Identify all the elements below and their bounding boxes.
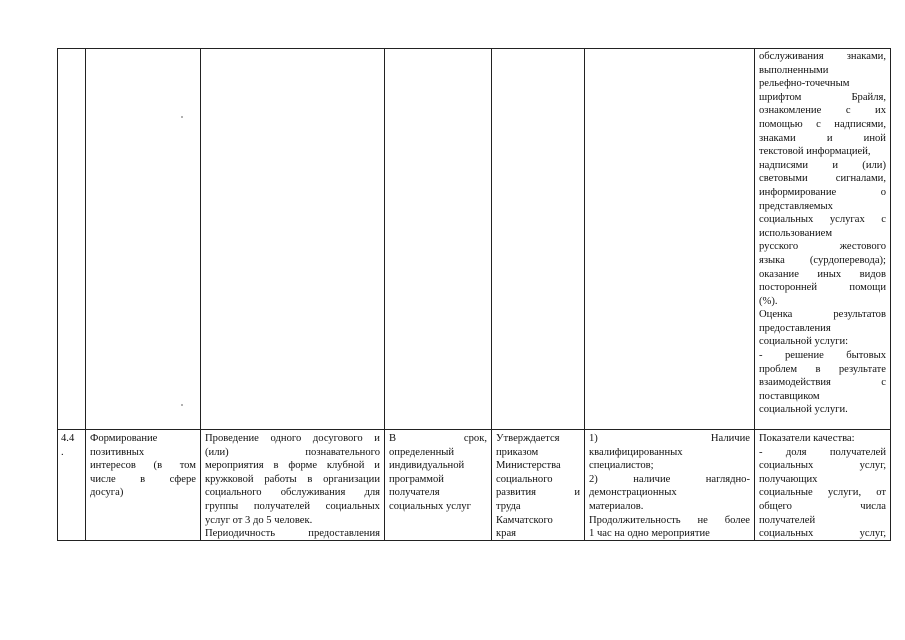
conditions-cell <box>589 432 750 541</box>
column-divider <box>584 48 585 541</box>
table-border-right <box>890 48 891 541</box>
text-line: социальных услуг, <box>759 528 886 540</box>
text-line: обслуживания знаками, <box>759 51 886 62</box>
text-line: текстовой информацией, <box>759 146 871 158</box>
text-line: социальной услуги: <box>759 336 849 348</box>
text-line: . <box>61 446 64 458</box>
text-line: шрифтом Брайля, <box>759 91 886 103</box>
text-line: социальных услугах с <box>759 214 886 226</box>
column-divider <box>754 48 755 541</box>
text-line: демонстрационных <box>589 487 677 499</box>
text-line: группы получателей социальных <box>205 500 380 512</box>
table-row-divider <box>57 429 891 430</box>
column-divider <box>491 48 492 541</box>
scan-speck <box>181 404 183 406</box>
text-line: Оценка результатов <box>759 309 886 321</box>
text-line: социального обслуживания для <box>205 487 380 499</box>
text-line: материалов. <box>589 500 644 512</box>
scan-speck <box>181 116 183 118</box>
text-line: получающих <box>759 473 818 485</box>
text-line: световыми сигналами, <box>759 173 886 185</box>
service-name-cell <box>90 432 196 500</box>
text-line: края <box>496 528 517 540</box>
text-line: социальной услуги. <box>759 404 848 416</box>
text-line: использованием <box>759 227 833 239</box>
text-line: общего числа <box>759 500 886 512</box>
text-line: развития и <box>496 487 580 499</box>
service-content-cell <box>205 432 380 541</box>
text-line: русского жестового <box>759 241 886 253</box>
text-line: 2) наличие наглядно- <box>589 473 750 485</box>
text-line: кружковой работы в организации <box>205 473 380 485</box>
text-line: Формирование <box>90 433 158 444</box>
text-line: (%). <box>759 295 778 307</box>
text-line: надписями и (или) <box>759 159 886 171</box>
column-divider <box>200 48 201 541</box>
column-divider <box>384 48 385 541</box>
text-line: выполненными <box>759 64 829 76</box>
text-line: Продолжительность не более <box>589 514 750 526</box>
row-number-cell <box>61 432 83 459</box>
quality-indicators-cell <box>759 432 886 541</box>
text-line: определенный <box>389 446 455 458</box>
text-line: (или) познавательного <box>205 446 380 458</box>
text-line: оказание иных видов <box>759 268 886 280</box>
text-line: поставщиком <box>759 390 820 402</box>
column-divider <box>85 48 86 541</box>
text-line: позитивных <box>90 446 145 458</box>
text-line: социальные услуги, от <box>759 487 886 499</box>
text-line: получателя <box>389 487 440 499</box>
text-line: социального <box>496 473 553 485</box>
text-line: Камчатского <box>496 514 553 526</box>
text-line: труда <box>496 500 521 512</box>
text-line: индивидуальной <box>389 460 465 472</box>
text-line: Министерства <box>496 460 561 472</box>
text-line: интересов (в том <box>90 460 196 472</box>
text-line: предоставления <box>759 322 831 334</box>
text-line: - решение бытовых <box>759 350 886 362</box>
top-row-quality-text <box>759 50 886 417</box>
table-border-left <box>57 48 58 541</box>
text-line: социальных услуг <box>389 500 471 512</box>
text-line: представляемых <box>759 200 833 212</box>
text-line: приказом <box>496 446 539 458</box>
text-line: посторонней помощи <box>759 282 886 294</box>
text-line: знаками и иной <box>759 132 886 144</box>
text-line: услуг от 3 до 5 человек. <box>205 514 313 526</box>
text-line: 1 час на одно мероприятие <box>589 528 710 540</box>
text-line: языка (сурдоперевода); <box>759 254 886 266</box>
text-line: досуга) <box>90 487 124 499</box>
text-line: Проведение одного досугового и <box>205 433 380 444</box>
text-line: числе в сфере <box>90 473 196 485</box>
text-line: - доля получателей <box>759 446 886 458</box>
text-line: Утверждается <box>496 433 560 444</box>
text-line: специалистов; <box>589 460 654 472</box>
text-line: ознакомление с их <box>759 105 886 117</box>
text-line: В срок, <box>389 433 487 444</box>
text-line: 4.4 <box>61 433 75 444</box>
text-line: программой <box>389 473 444 485</box>
text-line: взаимодействия с <box>759 377 886 389</box>
text-line: информирование о <box>759 186 886 198</box>
tariff-cell <box>496 432 580 541</box>
text-line: рельефно-точечным <box>759 78 850 90</box>
text-line: помощью с надписями, <box>759 118 886 130</box>
text-line: мероприятия в форме клубной и <box>205 460 380 472</box>
text-line: Периодичность предоставления <box>205 528 380 540</box>
text-line: получателей <box>759 514 816 526</box>
text-line: социальных услуг, <box>759 460 886 472</box>
text-line: проблем в результате <box>759 363 886 375</box>
table-border-top <box>57 48 891 49</box>
text-line: 1) Наличие <box>589 433 750 444</box>
text-line: квалифицированных <box>589 446 683 458</box>
text-line: Показатели качества: <box>759 433 855 444</box>
service-term-cell <box>389 432 487 514</box>
